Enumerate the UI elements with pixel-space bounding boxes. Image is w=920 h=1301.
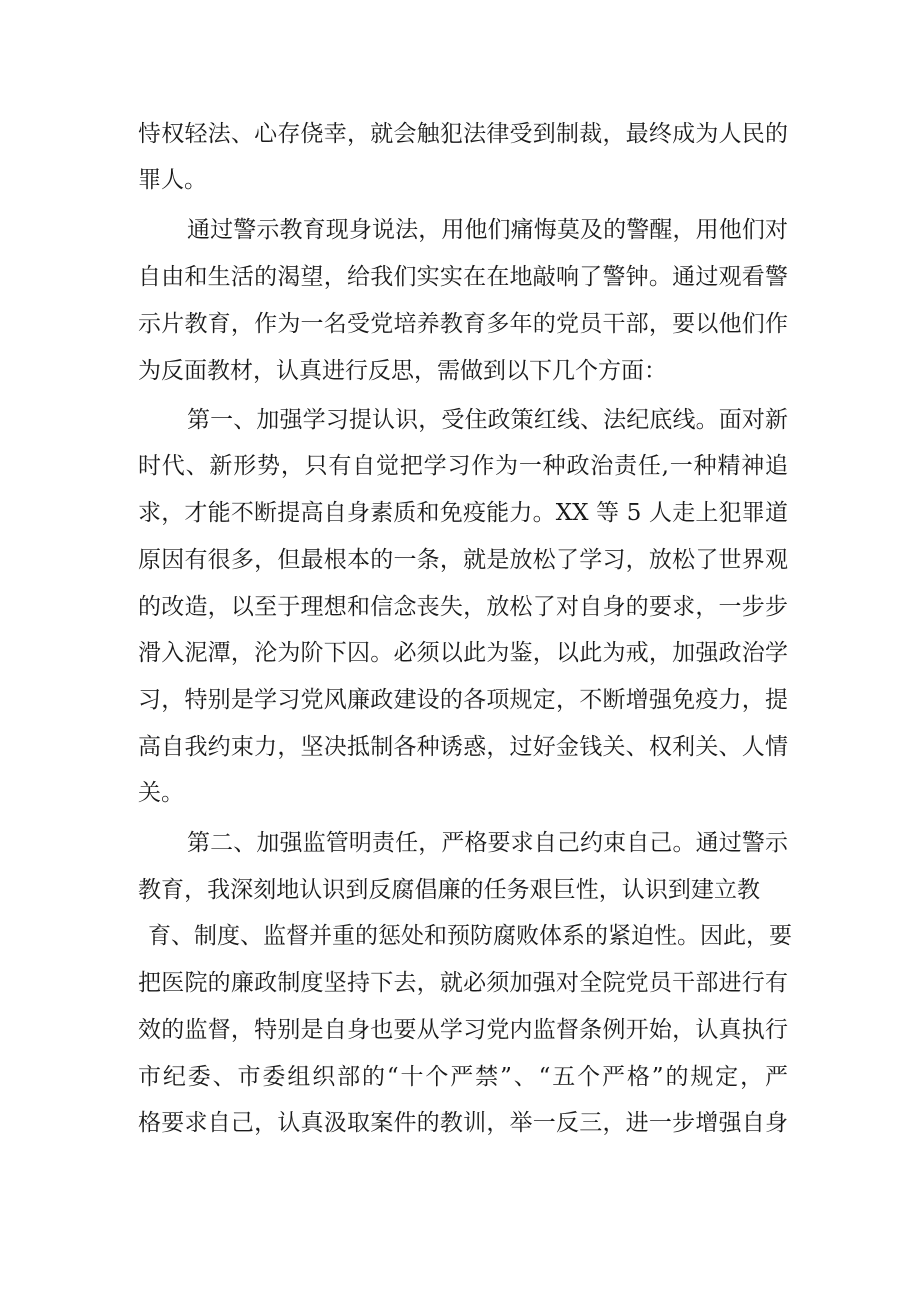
paragraph-first-line: 第一、加强学习提认识，受住政策红线、法纪底线。面对新 <box>187 407 788 433</box>
text-line: 格要求自己，认真汲取案件的教训，举一反三，进一步增强自身 <box>138 1110 788 1136</box>
text-line: 示片教育，作为一名受党培养教育多年的党员干部，要以他们作 <box>138 311 788 337</box>
text-line: 时代、新形势，只有自觉把学习作为一种政治责任,一种精神追 <box>138 453 788 479</box>
text-line: 自由和生活的渴望，给我们实实在在地敲响了警钟。通过观看警 <box>138 264 788 290</box>
paragraph-first-line: 通过警示教育现身说法，用他们痛悔莫及的警醒，用他们对 <box>187 217 788 243</box>
text-line: 原因有很多，但最根本的一条，就是放松了学习，放松了世界观 <box>138 547 788 573</box>
text-line: 教育，我深刻地认识到反腐倡廉的任务艰巨性，认识到建立教 <box>138 877 760 903</box>
text-line: 高自我约束力，坚决抵制各种诱惑，过好金钱关、权利关、人情 <box>138 734 788 760</box>
text-line: 把医院的廉政制度坚持下去，就必须加强对全院党员干部进行有 <box>138 970 788 996</box>
text-line: 习，特别是学习党风廉政建设的各项规定，不断增强免疫力，提 <box>138 687 788 713</box>
text-line: 育、制度、监督并重的惩处和预防腐败体系的紧迫性。因此，要 <box>148 923 792 949</box>
text-line: 恃权轻法、心存侥幸，就会触犯法律受到制裁，最终成为人民的 <box>138 121 788 147</box>
text-line: 滑入泥潭，沦为阶下囚。必须以此为鉴，以此为戒，加强政治学 <box>138 640 788 666</box>
paragraph-first-line: 第二、加强监管明责任，严格要求自己约束自己。通过警示 <box>187 830 788 856</box>
text-line: 为反面教材，认真进行反思，需做到以下几个方面： <box>138 358 667 384</box>
text-line: 罪人。 <box>138 167 207 193</box>
text-line: 效的监督，特别是自身也要从学习党内监督条例开始，认真执行 <box>138 1017 788 1043</box>
text-line: 市纪委、市委组织部的“十个严禁”、“五个严格”的规定，严 <box>138 1064 788 1090</box>
text-line: 求，才能不断提高自身素质和免疫能力。XX 等 5 人走上犯罪道 <box>138 500 788 526</box>
text-line: 的改造，以至于理想和信念丧失，放松了对自身的要求，一步步 <box>138 594 788 620</box>
text-line: 关。 <box>138 780 184 806</box>
